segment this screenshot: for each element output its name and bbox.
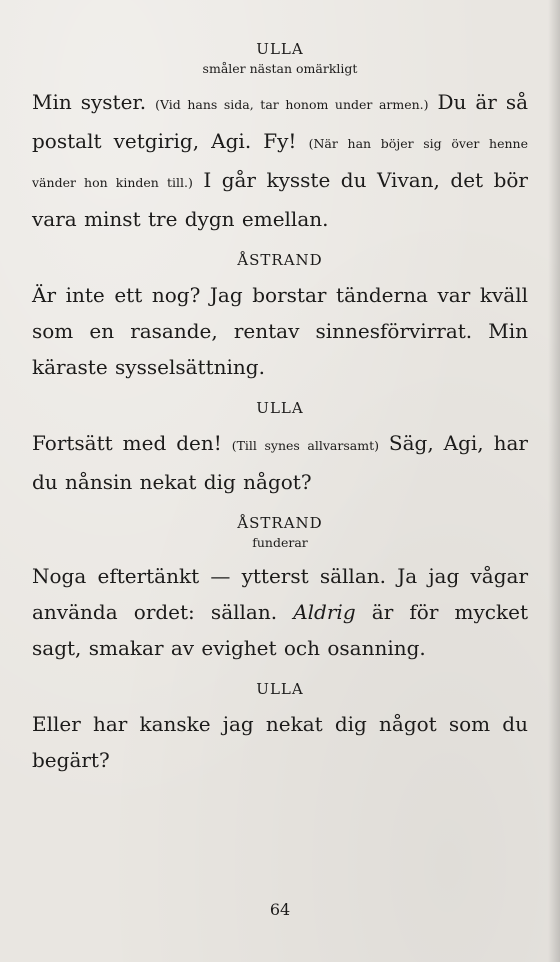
- dialog-fragment: Fortsätt med den!: [32, 431, 232, 455]
- dialog-block: [32, 249, 528, 385]
- speaker-name: ULLA: [256, 399, 304, 417]
- inline-stage-direction: (Vid hans sida, tar honom under armen.): [155, 97, 429, 112]
- inline-stage-direction: (Till synes allvarsamt): [231, 438, 379, 453]
- stage-direction: småler nästan omärkligt: [202, 61, 358, 76]
- page-edge-shadow: [548, 0, 560, 962]
- dialog-block: [32, 397, 528, 500]
- stage-direction: funderar: [252, 535, 308, 550]
- dialog-block: [32, 678, 528, 778]
- dialog-fragment: Noga eftertänkt — ytterst sällan. Ja jag vågar använda ordet: sällan.: [32, 564, 528, 624]
- dialog-fragment: Säg, Agi, har du nånsin nekat dig något?: [32, 431, 528, 494]
- speaker-name: ULLA: [256, 680, 304, 698]
- dialog-fragment: Du är så postalt vetgirig, Agi. Fy!: [32, 90, 529, 153]
- dialog-text: [32, 425, 528, 500]
- speaker-name: ÅSTRAND: [237, 251, 323, 269]
- inline-stage-direction: (När han böjer sig över henne vänder hon kinden till.): [32, 136, 529, 190]
- speaker-name: ÅSTRAND: [237, 514, 323, 532]
- dialog-text: [32, 84, 528, 237]
- dialog-block: [32, 512, 528, 666]
- dialog-fragment: I går kysste du Vivan, det bör vara minst tre dygn emellan.: [32, 168, 528, 231]
- dialog-text: Eller har kanske jag nekat dig något som du begärt?: [32, 712, 528, 772]
- dialog-block: [32, 38, 528, 237]
- page-number: 64: [269, 900, 291, 919]
- dialog-text: Är inte ett nog? Jag borstar tänderna var kväll som en rasande, rentav sinnesförvirrat. Min käraste sysselsättning.: [32, 283, 528, 379]
- page-content: [32, 38, 528, 778]
- speaker-name: ULLA: [256, 40, 304, 58]
- emphasized-word: Aldrig: [293, 600, 356, 624]
- dialog-fragment: är för mycket sagt, smakar av evighet och osanning.: [32, 600, 528, 660]
- dialog-text: [32, 558, 528, 666]
- dialog-fragment: Min syster.: [32, 90, 156, 114]
